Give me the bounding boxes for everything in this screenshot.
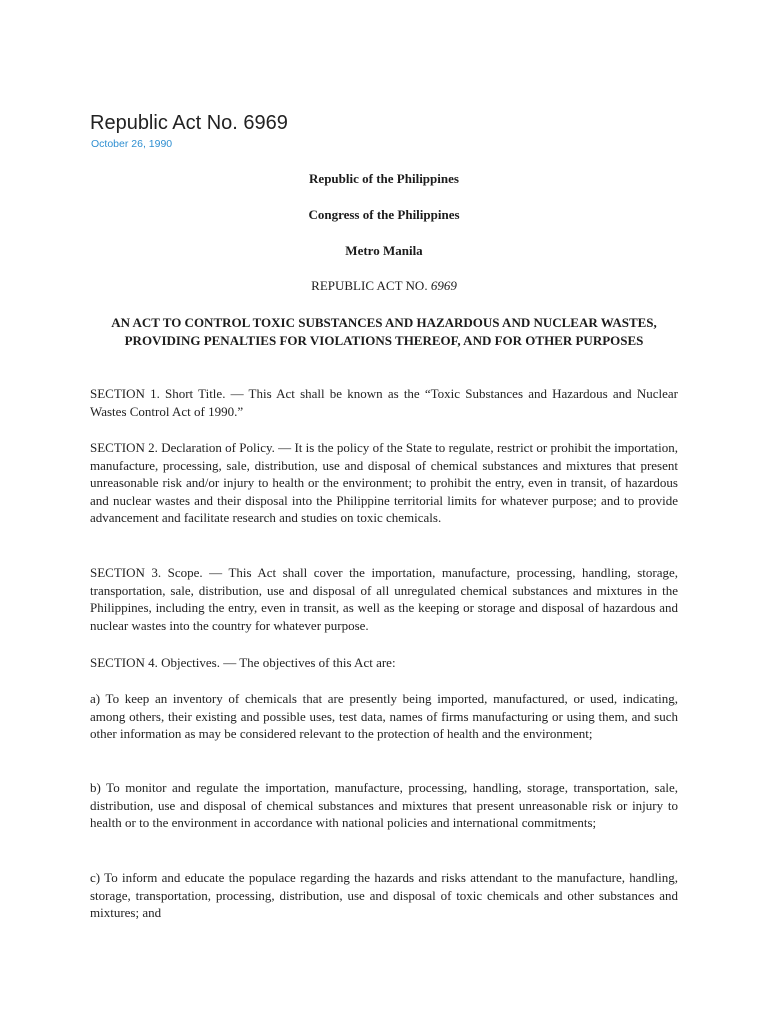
act-title: AN ACT TO CONTROL TOXIC SUBSTANCES AND HAZARDOUS AND NUCLEAR WASTES, PROVIDING PENALTIES FOR VIOLATIONS THEREOF, AND FOR OTHER PURPOSES: [111, 315, 657, 348]
republic-act-heading: [90, 277, 678, 295]
objective-b-paragraph: b) To monitor and regulate the importation, manufacture, processing, handling, storage, transportation, sale, distribution, use and disposal of chemical substances and mixtures that present unreasonable risk or injury to health or to the environment in accordance with national policies and international commitments;: [90, 780, 678, 831]
header-republic: Republic of the Philippines: [309, 171, 459, 186]
section-3-paragraph: SECTION 3. Scope. — This Act shall cover the importation, manufacture, processing, handling, storage, transportation, sale, distribution, use and disposal of all unregulated chemical substances and mixtures in the Philippines, including the entry, even in transit, as well as the keeping or storage and disposal of hazardous and nuclear wastes into the country for whatever purpose.: [90, 565, 678, 633]
republic-act-label: REPUBLIC ACT NO.: [311, 278, 428, 293]
publication-date: October 26, 1990: [91, 138, 173, 150]
header-congress: Congress of the Philippines: [308, 207, 460, 222]
header-city: Metro Manila: [345, 243, 423, 258]
section-2-paragraph: SECTION 2. Declaration of Policy. — It is the policy of the State to regulate, restrict or prohibit the importation, manufacture, processing, sale, distribution, use and disposal of chemical substances and mixtures that present unreasonable risk and/or injury to health or the environment; to prohibit the entry, even in transit, of hazardous and nuclear wastes and their disposal into the Philippine territorial limits for whatever purpose; and to provide advancement and facilitate research and studies on toxic chemicals.: [90, 440, 678, 526]
section-4-paragraph: SECTION 4. Objectives. — The objectives of this Act are:: [90, 655, 396, 670]
page-title: Republic Act No. 6969: [90, 112, 288, 134]
objective-c-paragraph: c) To inform and educate the populace regarding the hazards and risks attendant to the manufacture, handling, storage, transportation, processing, distribution, use and disposal of toxic chemicals and other substances and mixtures; and: [90, 870, 678, 921]
section-1-paragraph: SECTION 1. Short Title. — This Act shall be known as the “Toxic Substances and Hazardous and Nuclear Wastes Control Act of 1990.”: [90, 386, 678, 419]
republic-act-number: 6969: [430, 278, 457, 293]
objective-a-paragraph: a) To keep an inventory of chemicals that are presently being imported, manufactured, or used, indicating, among others, their existing and possible uses, test data, names of firms manufacturing or using them, and such other information as may be considered relevant to the protection of health and the environment;: [90, 691, 678, 742]
